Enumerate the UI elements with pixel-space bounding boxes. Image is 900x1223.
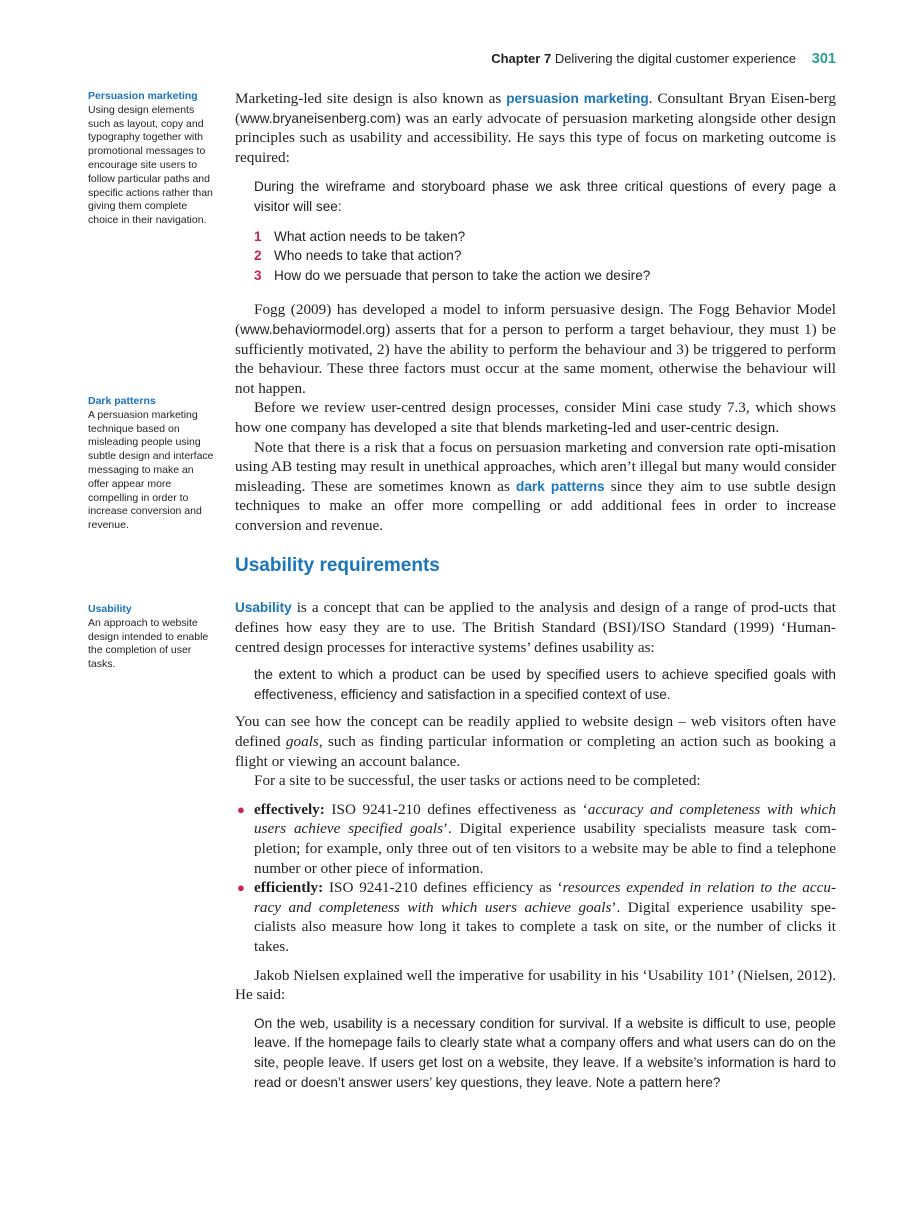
bullet-dot-icon: ● [237, 880, 245, 896]
chapter-title: Delivering the digital customer experience [554, 51, 797, 66]
bullet-list [235, 800, 836, 957]
paragraph: Usability is a concept that can be applied to the analysis and design of a range of prod-ucts that defines how easy they are to use. The British Standard (BSI)/ISO Standard (1999) ‘Human-centred design processes for interactive systems’ defines usability as: [235, 599, 836, 656]
margin-note-dark-patterns [88, 395, 216, 533]
section-heading: Usability requirements [235, 555, 440, 577]
paragraph: Note that there is a risk that a focus on persuasion marketing and conversion rate opti-misation using AB testing may result in unethical approaches, which aren’t illegal but many would consider misleading. These are sometimes known as dark patterns since they aim to use subtle design techniques to make an offer more compelling or add additional fees in order to increase conversion and revenue. [235, 438, 836, 534]
numbered-list [235, 227, 836, 286]
margin-note-definition: Using design elements such as layout, copy and typography together with promotional messages to encourage site users to follow particular paths and specific actions rather than giving them complete choice in their navigation. [88, 103, 213, 227]
paragraph: Marketing-led site design is also known as persuasion marketing. Consultant Bryan Eisen-berg (www.bryaneisenberg.com) was an early advocate of persuasion marketing alongside other design principles such as usability and accessibility. He says this type of focus on marketing outcome is required: [235, 90, 836, 166]
keyword-dark-patterns: dark patterns [516, 478, 605, 494]
keyword-persuasion-marketing: persuasion marketing [506, 91, 649, 106]
paragraph: Jakob Nielsen explained well the imperative for usability in his ‘Usability 101’ (Nielsen, 2012). He said: [235, 966, 836, 1004]
paragraph: Before we review user-centred design processes, consider Mini case study 7.3, which shows how one company has developed a site that blends marketing-led and user-centric design. [235, 399, 836, 436]
block-quote: During the wireframe and storyboard phase we ask three critical questions of every page a visitor will see: [254, 179, 836, 214]
keyword-usability: Usability [235, 600, 292, 616]
page-number: 301 [811, 51, 836, 67]
paragraph: You can see how the concept can be readily applied to website design – web visitors often have defined goals, such as finding particular information or completing an action such as booking a flight or viewing an account balance. [235, 713, 836, 770]
list-item: 3 How do we persuade that person to take the action we desire? [254, 267, 651, 283]
margin-note-definition: An approach to website design intended to enable the completion of user tasks. [88, 616, 209, 671]
paragraph: For a site to be successful, the user tasks or actions need to be completed: [254, 772, 701, 790]
url-behaviormodel: www.behaviormodel.org [240, 321, 386, 337]
running-header [491, 51, 836, 67]
margin-note-definition: A persuasion marketing technique based on misleading people using subtle design and interface messaging to make an offer appear more compelling in order to increase conversion and revenue. [88, 408, 214, 532]
margin-note-term: Persuasion marketing [88, 90, 198, 102]
main-column [235, 89, 836, 1092]
list-item: 2 Who needs to take that action? [254, 248, 462, 264]
paragraph: Fogg (2009) has developed a model to inform persuasive design. The Fogg Behavior Model (www.behaviormodel.org) asserts that for a person to perform a target behaviour, they must 1) be sufficiently motivated, 2) have the ability to perform the behaviour and 3) be triggered to perform the behaviour. These three factors must occur at the same moment, otherwise the behaviour will not happen. [235, 301, 836, 397]
url-bryaneisenberg: www.bryaneisenberg.com [240, 110, 396, 126]
margin-note-persuasion-marketing [88, 90, 216, 228]
margin-note-term: Dark patterns [88, 395, 156, 407]
bullet-dot-icon: ● [237, 801, 245, 817]
list-item: 1 What action needs to be taken? [254, 228, 466, 244]
block-quote: the extent to which a product can be used by specified users to achieve specified goals with effectiveness, efficiency and satisfaction in a specified context of use. [254, 667, 836, 702]
chapter-label: Chapter 7 [491, 51, 552, 66]
margin-note-usability [88, 603, 216, 672]
list-item: ● efficiently: ISO 9241-210 defines efficiency as ‘resources expended in relation to the accu-racy and completeness with which users achieve goals’. Digital experience usability spe-cialists also measure how long it takes to complete a task on site, or the number of clicks it takes. [237, 879, 837, 955]
list-item: ● effectively: ISO 9241-210 defines effectiveness as ‘accuracy and completeness with which users achieve specified goals’. Digital experience usability specialists measure task com-pletion; for example, only three out of ten visitors to a website may be able to find a telephone number or other piece of information. [237, 800, 837, 877]
block-quote: On the web, usability is a necessary condition for survival. If a website is difficult to use, people leave. If the homepage fails to clearly state what a company offers and what users can do on the site, people leave. If users get lost on a website, they leave. If a website’s information is hard to read or doesn’t answer users’ key questions, they leave. Note a pattern here? [254, 1015, 836, 1090]
margin-note-term: Usability [88, 603, 132, 615]
